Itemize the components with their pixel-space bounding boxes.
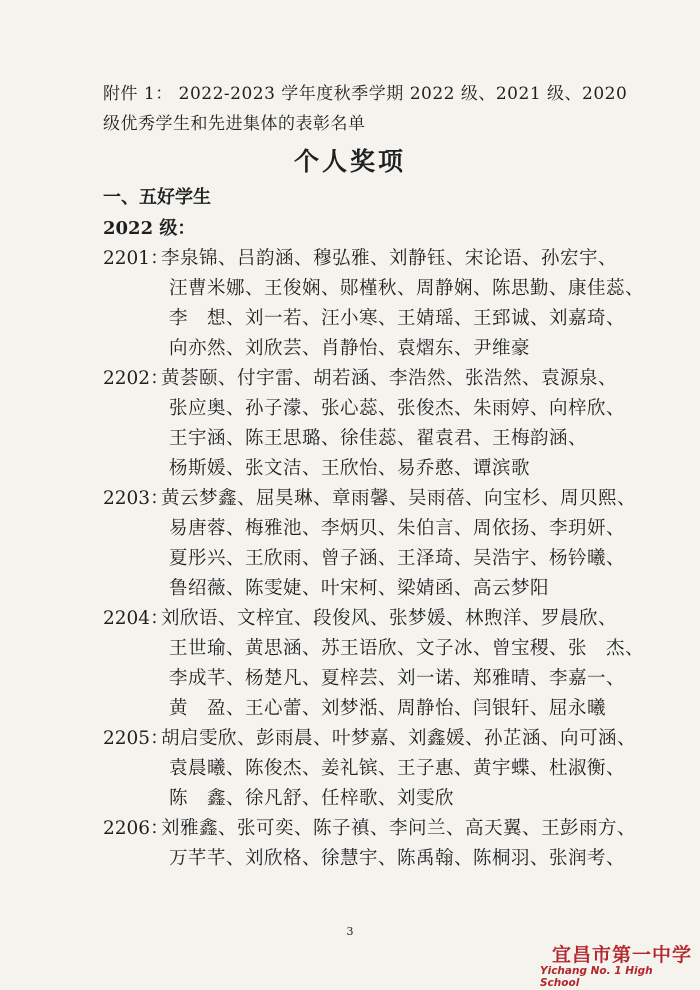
student-names-line: 王宇涵、陈王思璐、徐佳蕊、翟袁君、王梅韵涵、	[169, 428, 588, 449]
student-names-line: 胡启雯欣、彭雨晨、叶梦嘉、刘鑫媛、孙芷涵、向可涵、	[161, 728, 637, 749]
student-names-line: 张应奥、孙子濛、张心蕊、张俊杰、朱雨婷、向梓欣、	[169, 398, 626, 419]
class-code: 2201：	[103, 248, 169, 269]
student-names-line: 夏彤兴、王欣雨、曾子涵、王泽琦、吴浩宇、杨钤曦、	[169, 548, 626, 569]
student-names-line: 黄荟颐、付宇雷、胡若涵、李浩然、张浩然、袁源泉、	[161, 368, 618, 389]
student-names-line: 刘欣语、文梓宜、段俊风、张梦媛、林煦洋、罗晨欣、	[161, 608, 618, 629]
student-names-line: 李成芊、杨楚凡、夏梓芸、刘一诺、郑雅晴、李嘉一、	[169, 668, 626, 689]
class-code: 2205：	[103, 728, 169, 749]
class-code: 2204：	[103, 608, 169, 629]
page-title: 个人奖项	[293, 147, 406, 176]
student-names-line: 易唐蓉、梅雅池、李炳贝、朱伯言、周依扬、李玥妍、	[169, 518, 626, 539]
student-names-line: 陈 鑫、徐凡舒、任梓歌、刘雯欣	[169, 788, 455, 809]
school-logo-en: Yichang No. 1 High School	[540, 965, 653, 989]
grade-heading: 2022 级：	[103, 218, 196, 239]
student-names-line: 向亦然、刘欣芸、肖静怡、袁熠东、尹维豪	[169, 338, 531, 359]
student-names-line: 李 想、刘一若、汪小寒、王婧瑶、王郅诚、刘嘉琦、	[169, 308, 626, 329]
student-names-line: 万芊芊、刘欣格、徐慧宇、陈禹翰、陈桐羽、张润考、	[169, 848, 626, 869]
attachment-heading	[103, 79, 643, 139]
page-number: 3	[346, 925, 354, 938]
section-heading: 一、五好学生	[103, 187, 211, 208]
student-names-line: 王世瑜、黄思涵、苏王语欣、文子冰、曾宝稷、张 杰、	[169, 638, 645, 659]
student-names-line: 黄 盈、王心蕾、刘梦湉、周静怡、闫银轩、屈永曦	[169, 698, 607, 719]
student-names-line: 刘雅鑫、张可奕、陈子禛、李问兰、高天翼、王彭雨方、	[161, 818, 637, 839]
school-logo	[540, 940, 696, 989]
student-names-line: 李泉锦、吕韵涵、穆弘雅、刘静钰、宋论语、孙宏宇、	[161, 248, 618, 269]
student-names-line: 杨斯媛、张文洁、王欣怡、易乔憨、谭滨歌	[169, 458, 531, 479]
student-names-line: 汪曹米娜、王俊娴、郧槿秋、周静娴、陈思勤、康佳蕊、	[169, 278, 645, 299]
attachment-line-1: 附件 1： 2022-2023 学年度秋季学期 2022 级、2021 级、2020	[103, 84, 628, 104]
student-names-line: 黄云梦鑫、屈昊琳、章雨馨、吴雨蓓、向宝杉、周贝熙、	[161, 488, 637, 509]
attachment-line-2: 级优秀学生和先进集体的表彰名单	[103, 114, 366, 134]
school-logo-cn: 宜昌市第一中学	[551, 944, 692, 966]
class-code: 2202：	[103, 368, 169, 389]
student-names-line: 鲁绍薇、陈雯婕、叶宋柯、梁婧函、高云梦阳	[169, 578, 550, 599]
student-names-line: 袁晨曦、陈俊杰、姜礼镔、王子惠、黄宇蝶、杜淑衡、	[169, 758, 626, 779]
class-code: 2206：	[103, 818, 169, 839]
class-code: 2203：	[103, 488, 169, 509]
